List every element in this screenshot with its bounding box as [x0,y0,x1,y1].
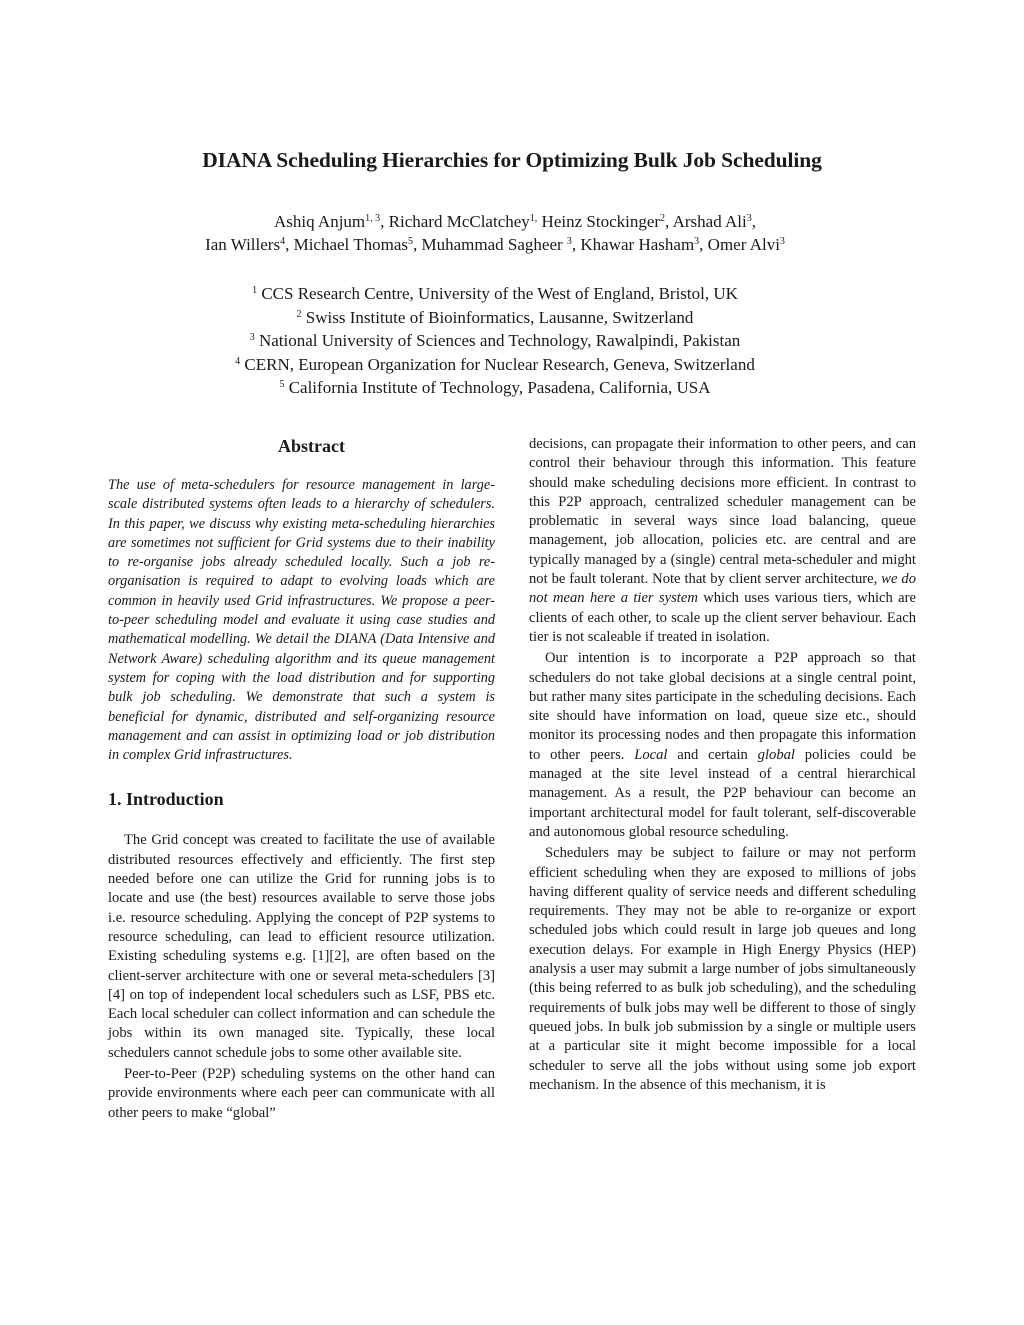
author-separator: , [571,235,581,254]
abstract-text: The use of meta-schedulers for resource management in large-scale distributed systems often leads to a hierarchy of schedulers. In this paper, we discuss why existing meta-scheduling hierarchies are sometimes not sufficient for Grid systems due to their inability to re-organise jobs already scheduled locally. Such a job re-organisation is required to adapt to evolving loads which are common in heavily used Grid infrastructures. We propose a peer-to-peer scheduling model and evaluate it using case studies and mathematical modelling. We detail the DIANA (Data Intensive and Network Aware) scheduling algorithm and its queue management system for coping with the load distribution and for supporting bulk job scheduling. We demonstrate that such a system is beneficial for dynamic, distributed and self-organizing resource management and can assist in optimizing load or job distribution in complex Grid infrastructures. [108,477,495,764]
paragraph-text: Our intention is to incorporate a P2P approach so that schedulers do not take global decisions at a single central point, but rather many sites participate in the scheduling decisions. Each site should have information on load, queue size etc., should monitor its processing nodes and then propagate this information to other peers. [529,650,916,763]
author-name: Ashiq Anjum [273,212,366,231]
abstract-heading: Abstract [278,436,345,456]
author-separator: , [699,235,708,254]
author-separator: , [380,212,389,231]
affiliation-number: 2 [296,308,302,320]
author-separator: , [665,212,673,231]
affiliation-list [0,282,990,400]
affiliation-text: National University of Sciences and Technology, Rawalpindi, Pakistan [254,331,741,350]
author-affil-sup: 3 [566,236,572,247]
author-affil-sup: 1, [529,213,538,224]
author-separator: , [751,212,756,231]
author-affil-sup: 1, 3 [365,213,381,224]
author-line-2 [0,233,990,256]
emphasis-text: Local [634,746,668,763]
intro-paragraph-1: The Grid concept was created to facilitate the use of available distributed resources effectively and efficiently. The first step needed before one can utilize the Grid for running jobs is to locate and use (the best) resources available to serve those jobs i.e. resource scheduling. Applying the concept of P2P systems to resource scheduling, can lead to efficient resource utilization. Existing scheduling systems e.g. [1][2], are often based on the client-server architecture with one or several meta-schedulers [3][4] on top of independent local schedulers such as LSF, PBS etc. Each local scheduler can collect information and can schedule the jobs within its own managed site. Typically, these local schedulers cannot schedule jobs to some other available site. [108,832,495,1061]
affiliation-number: 5 [279,379,285,390]
affiliation-number: 3 [249,332,255,343]
affiliation-text: CERN, European Organization for Nuclear Research, Geneva, Switzerland [240,354,755,374]
author-list [0,210,990,256]
paragraph-text: decisions, can propagate their information to other peers, and can control their behaviour through this information. This feature should make scheduling decisions more efficient. In contrast to this P2P approach, centralized scheduler management can be problematic in several ways since load balancing, queue management, job allocation, policies etc. are central and are typically managed by a (single) central meta-scheduler and might not be fault tolerant. Note that by client server architecture [529,436,916,588]
emphasis-text: global [757,746,795,763]
author-affil-sup: 3 [694,236,700,247]
author-line-1 [0,210,990,233]
author-name: Khawar Hasham [580,235,695,254]
affiliation-1 [0,282,990,306]
affiliation-number: 1 [252,285,258,296]
paragraph-text: which uses various tiers, which are clients of each other, to scale up the client server behaviour. Each tier is not scaleable if treated in isolation. [529,590,916,645]
affiliation-3 [0,329,990,353]
left-column [108,434,495,1123]
author-affil-sup: 4 [280,236,286,247]
author-name: Michael Thomas [293,235,408,254]
intro-paragraph-3 [529,649,916,842]
intro-paragraph-4: Schedulers may be subject to failure or may not perform efficient scheduling when they are exposed to millions of jobs having different quality of service needs and different scheduling requirements. They may not be able to re-organize or export scheduled jobs which could result in large job queues and long execution delays. For example in High Energy Physics (HEP) analysis a user may submit a large number of jobs simultaneously (this being referred to as bulk job scheduling), and the scheduling requirements of bulk jobs may well be different to those of singly queued jobs. In bulk job submission by a single or multiple users at a particular site it might become impossible for a local scheduler to serve all the jobs without using some job export mechanism. In the absence of this mechanism, it is [529,845,916,1093]
author-affil-sup: 3 [779,236,785,247]
right-column [529,435,916,1095]
author-name: Omer Alvi [707,235,780,254]
author-separator: , [413,235,422,254]
paper-title: DIANA Scheduling Hierarchies for Optimizing Bulk Job Scheduling [202,148,822,172]
author-affil-sup: 5 [408,236,413,247]
affiliation-text: Swiss Institute of Bioinformatics, Lausanne, Switzerland [301,307,694,327]
author-separator: , [285,235,294,254]
author-affil-sup: 3 [746,213,752,224]
author-name: Heinz Stockinger [541,212,661,231]
affiliation-number: 4 [235,355,241,367]
affiliation-4 [0,353,990,377]
affiliation-text: CCS Research Centre, University of the West of England, Bristol, UK [257,284,738,303]
affiliation-text: California Institute of Technology, Pasadena, California, USA [284,378,711,397]
paragraph-text: and certain [667,746,758,763]
emphasis-text: , we do not mean here a tier system [529,571,916,607]
author-affil-sup: 2 [660,213,666,224]
author-name: Arshad Ali [672,212,747,231]
author-name: Muhammad Sagheer [421,235,567,254]
intro-paragraph-2: Peer-to-Peer (P2P) scheduling systems on the other hand can provide environments where each peer can communicate with all other peers to make “global” [108,1066,495,1121]
intro-paragraph-2-continued [529,435,916,647]
author-name: Ian Willers [205,235,281,254]
introduction-heading: 1. Introduction [108,789,224,810]
author-name: Richard McClatchey [388,212,530,231]
paragraph-text: policies could be managed at the site level instead of a central hierarchical management. As a result, the P2P behaviour can become an important architectural model for fault tolerant, self-discoverable and autonomous global resource scheduling. [529,746,916,840]
affiliation-2 [0,306,990,330]
affiliation-5 [0,376,990,400]
